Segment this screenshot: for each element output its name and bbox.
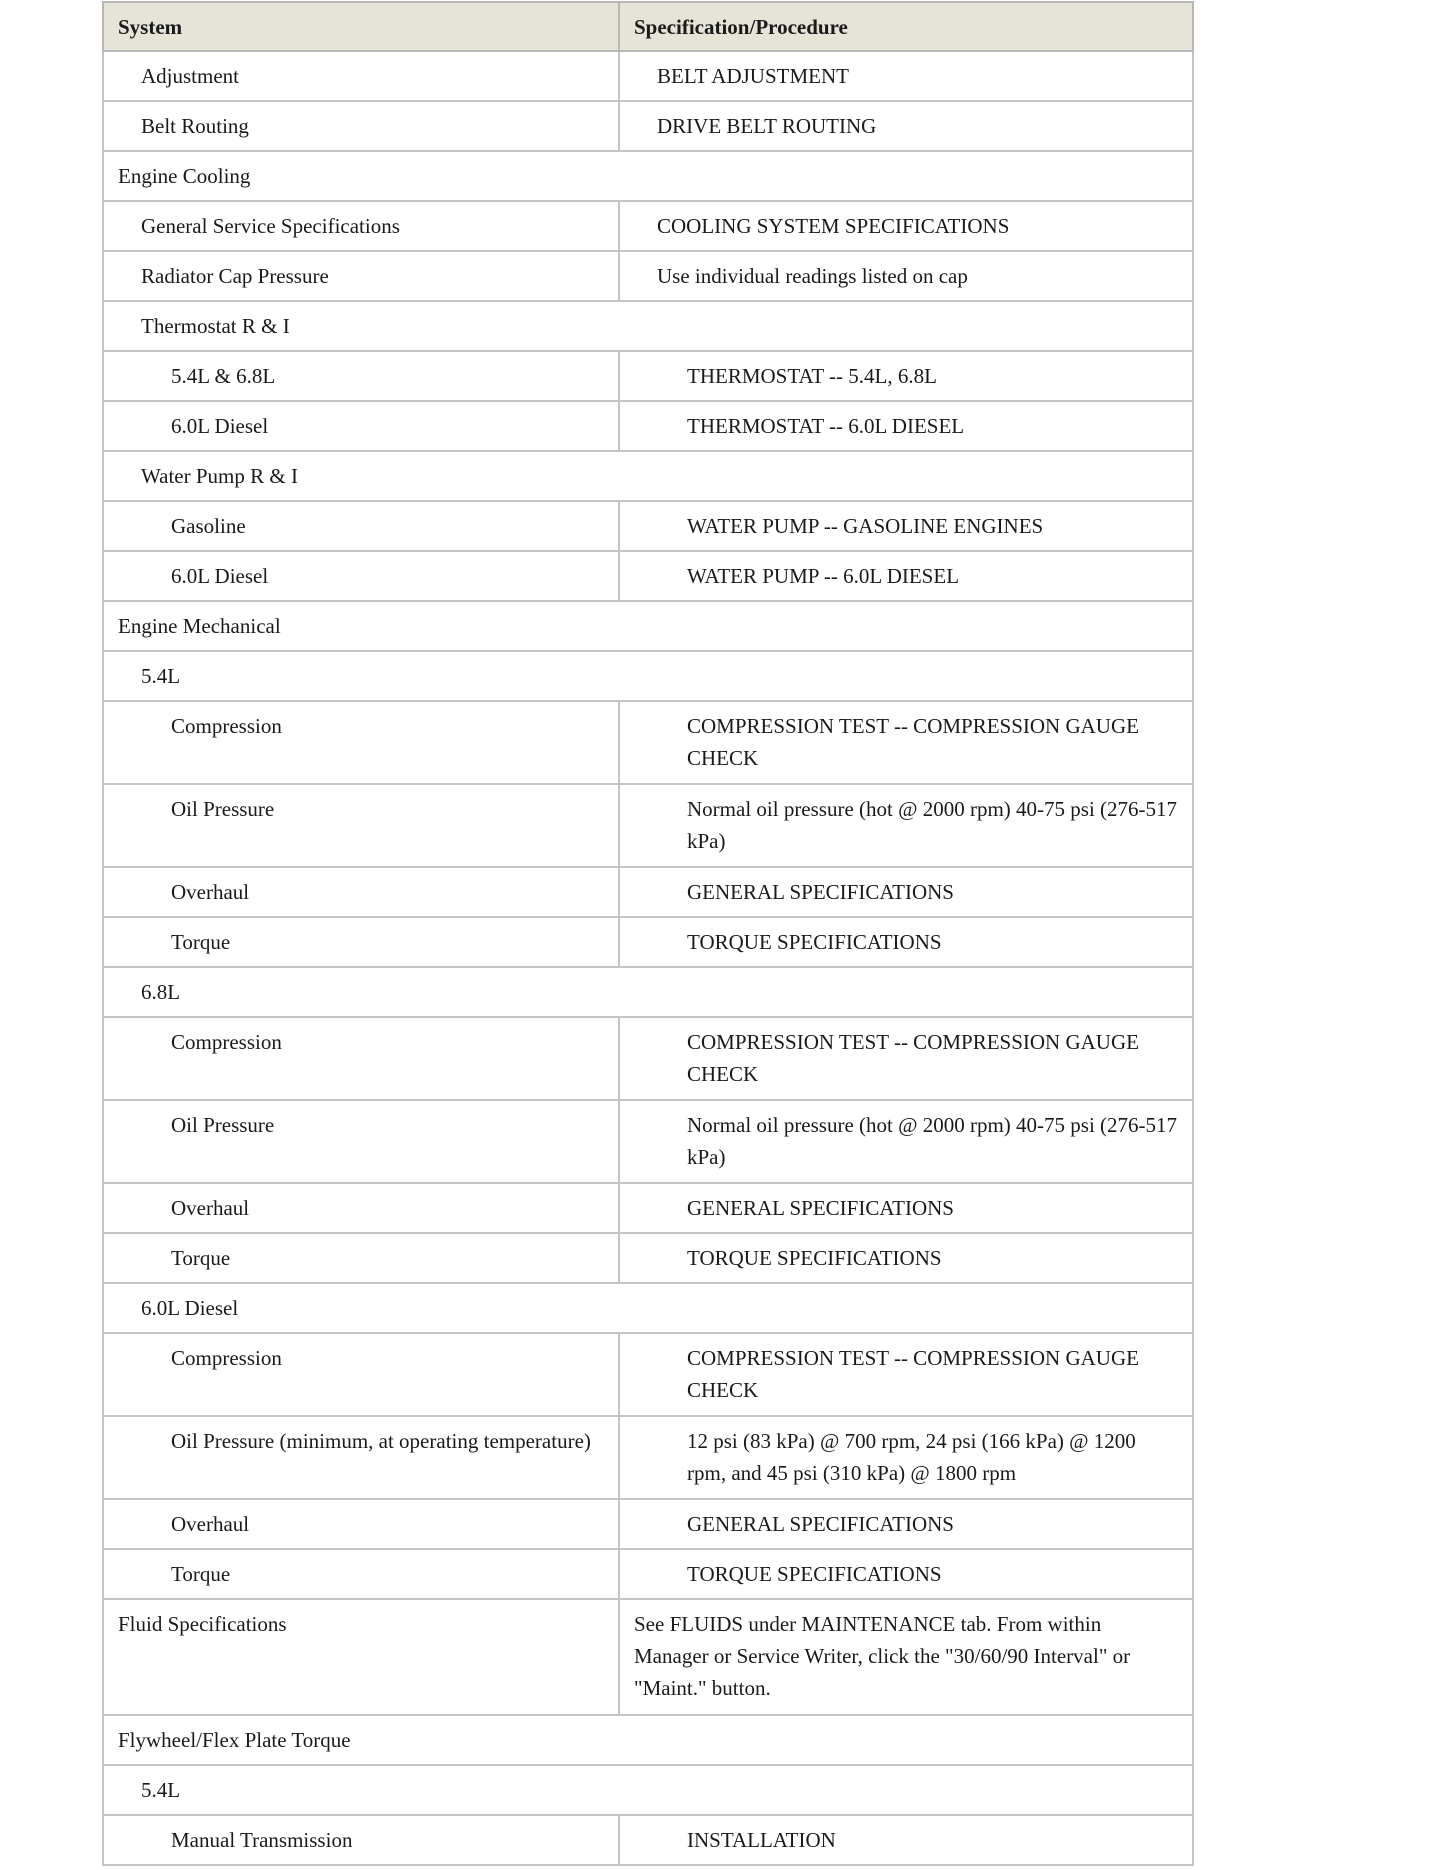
table-row <box>103 1599 1193 1715</box>
spec-cell: Normal oil pressure (hot @ 2000 rpm) 40-75 psi (276-517 kPa) <box>619 784 1193 867</box>
system-cell: 5.4L & 6.8L <box>103 351 619 401</box>
system-cell: Torque <box>103 917 619 967</box>
table-row <box>103 51 1193 101</box>
section-cell: 5.4L <box>103 1765 1193 1815</box>
table-row <box>103 867 1193 917</box>
table-row <box>103 1815 1193 1865</box>
section-cell: Engine Cooling <box>103 151 1193 201</box>
spec-cell: TORQUE SPECIFICATIONS <box>619 1549 1193 1599</box>
system-cell: Oil Pressure <box>103 784 619 867</box>
system-cell: General Service Specifications <box>103 201 619 251</box>
spec-cell: COMPRESSION TEST -- COMPRESSION GAUGE CHECK <box>619 1333 1193 1416</box>
section-cell: Water Pump R & I <box>103 451 1193 501</box>
spec-cell: THERMOSTAT -- 5.4L, 6.8L <box>619 351 1193 401</box>
table-row <box>103 1416 1193 1499</box>
section-cell: 6.0L Diesel <box>103 1283 1193 1333</box>
table-row <box>103 701 1193 784</box>
spec-cell: Use individual readings listed on cap <box>619 251 1193 301</box>
spec-cell: DRIVE BELT ROUTING <box>619 101 1193 151</box>
system-cell: Fluid Specifications <box>103 1599 619 1715</box>
spec-cell: INSTALLATION <box>619 1815 1193 1865</box>
system-cell: Compression <box>103 1017 619 1100</box>
header-system: System <box>103 2 619 51</box>
spec-cell: WATER PUMP -- 6.0L DIESEL <box>619 551 1193 601</box>
system-cell: Belt Routing <box>103 101 619 151</box>
system-cell: Overhaul <box>103 1183 619 1233</box>
section-row <box>103 151 1193 201</box>
spec-cell: GENERAL SPECIFICATIONS <box>619 1183 1193 1233</box>
table-row <box>103 784 1193 867</box>
spec-cell: GENERAL SPECIFICATIONS <box>619 1499 1193 1549</box>
system-cell: 6.0L Diesel <box>103 551 619 601</box>
table-row <box>103 551 1193 601</box>
spec-cell: Normal oil pressure (hot @ 2000 rpm) 40-75 psi (276-517 kPa) <box>619 1100 1193 1183</box>
spec-cell: See FLUIDS under MAINTENANCE tab. From within Manager or Service Writer, click the "30/60/90 Interval" or "Maint." button. <box>619 1599 1193 1715</box>
spec-cell: COMPRESSION TEST -- COMPRESSION GAUGE CHECK <box>619 1017 1193 1100</box>
system-cell: Torque <box>103 1549 619 1599</box>
system-cell: Oil Pressure <box>103 1100 619 1183</box>
spec-cell: WATER PUMP -- GASOLINE ENGINES <box>619 501 1193 551</box>
system-cell: Adjustment <box>103 51 619 101</box>
section-cell: 5.4L <box>103 651 1193 701</box>
spec-cell: COOLING SYSTEM SPECIFICATIONS <box>619 201 1193 251</box>
table-row <box>103 351 1193 401</box>
table-row <box>103 1549 1193 1599</box>
spec-cell: THERMOSTAT -- 6.0L DIESEL <box>619 401 1193 451</box>
spec-cell: TORQUE SPECIFICATIONS <box>619 917 1193 967</box>
section-row <box>103 967 1193 1017</box>
system-cell: Overhaul <box>103 867 619 917</box>
spec-cell: GENERAL SPECIFICATIONS <box>619 867 1193 917</box>
spec-table <box>102 1 1194 1866</box>
table-row <box>103 1499 1193 1549</box>
section-cell: Engine Mechanical <box>103 601 1193 651</box>
system-cell: Compression <box>103 701 619 784</box>
spec-cell: 12 psi (83 kPa) @ 700 rpm, 24 psi (166 kPa) @ 1200 rpm, and 45 psi (310 kPa) @ 1800 rpm <box>619 1416 1193 1499</box>
section-cell: Flywheel/Flex Plate Torque <box>103 1715 1193 1765</box>
system-cell: 6.0L Diesel <box>103 401 619 451</box>
spec-cell: BELT ADJUSTMENT <box>619 51 1193 101</box>
table-row <box>103 917 1193 967</box>
system-cell: Compression <box>103 1333 619 1416</box>
table-row <box>103 1017 1193 1100</box>
spec-cell: COMPRESSION TEST -- COMPRESSION GAUGE CHECK <box>619 701 1193 784</box>
table-row <box>103 1183 1193 1233</box>
system-cell: Torque <box>103 1233 619 1283</box>
table-row <box>103 201 1193 251</box>
section-row <box>103 651 1193 701</box>
section-row <box>103 301 1193 351</box>
table-row <box>103 501 1193 551</box>
table-row <box>103 401 1193 451</box>
section-row <box>103 601 1193 651</box>
system-cell: Gasoline <box>103 501 619 551</box>
system-cell: Manual Transmission <box>103 1815 619 1865</box>
section-cell: Thermostat R & I <box>103 301 1193 351</box>
table-row <box>103 1233 1193 1283</box>
section-cell: 6.8L <box>103 967 1193 1017</box>
system-cell: Overhaul <box>103 1499 619 1549</box>
system-cell: Radiator Cap Pressure <box>103 251 619 301</box>
table-row <box>103 101 1193 151</box>
section-row <box>103 451 1193 501</box>
spec-cell: TORQUE SPECIFICATIONS <box>619 1233 1193 1283</box>
section-row <box>103 1715 1193 1765</box>
section-row <box>103 1765 1193 1815</box>
table-row <box>103 1100 1193 1183</box>
table-row <box>103 251 1193 301</box>
header-spec: Specification/Procedure <box>619 2 1193 51</box>
section-row <box>103 1283 1193 1333</box>
table-row <box>103 1333 1193 1416</box>
system-cell: Oil Pressure (minimum, at operating temperature) <box>103 1416 619 1499</box>
table-header-row <box>103 2 1193 51</box>
